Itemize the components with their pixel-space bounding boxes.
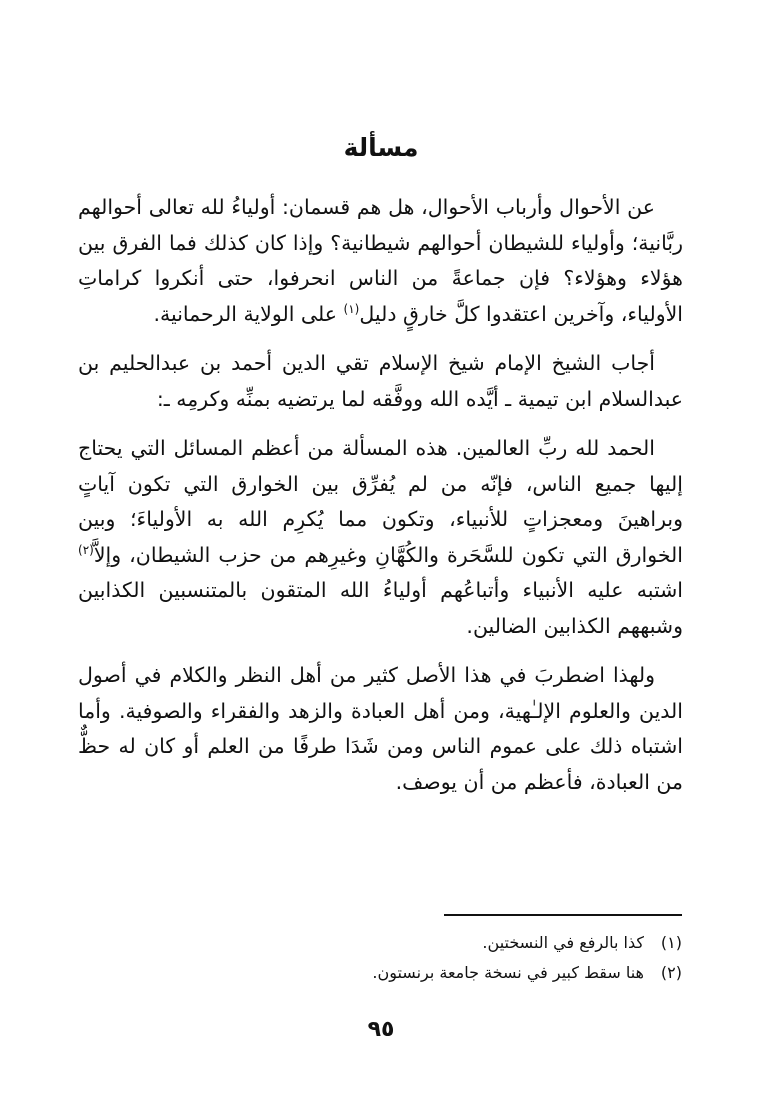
footnote-number: (١) [660,933,682,952]
paragraph-text: عن الأحوال وأرباب الأحوال، هل هم قسمان: أولياءُ لله تعالى أحوالهم ربَّانية؛ وأولياء للشيطان أحوالهم شيطانية؟ وإذا كان كذلك فما الفرق بين هؤلاء وهؤلاء؟ فإن جماعةً من الناس انحرفوا، حتى أنكروا كراماتِ الأولياء، وآخرين اعتقدوا كلَّ خارقٍ دليل [78,195,683,326]
paragraph-text: ولهذا اضطربَ في هذا الأصل كثير من أهل النظر والكلام في أصول الدين والعلوم الإلـٰهية، ومن أهل العبادة والزهد والفقراء والصوفية. وأما اشتباه ذلك على عموم الناس ومن شَدَا طرفًا من العلم أو كان له حظٌّ من العبادة، فأعظم من أن يوصف. [78,663,683,794]
footnote-item [82,928,682,958]
footnote-ref-1[interactable]: (١) [343,301,360,316]
paragraph-text: أجاب الشيخ الإمام شيخ الإسلام تقي الدين أحمد بن عبدالحليم بن عبدالسلام ابن تيمية ـ أيَّده الله ووفَّقه لما يرتضيه بمنِّه وكرمِه ـ: [78,351,683,411]
paragraph-text-end: اشتبه عليه الأنبياء وأتباعُهم أولياءُ الله المتقون بالمتنسبين الكذابين وشبههم الكذابين الضالين. [78,578,683,638]
footnote-text: هنا سقط كبير في نسخة جامعة برنستون. [372,963,644,982]
paragraph-answer [78,431,683,644]
paragraph-conclusion [78,658,683,800]
footnote-divider [444,914,682,916]
footnote-number: (٢) [660,963,682,982]
paragraph-answer-intro [78,346,683,417]
page-title: مسألة [343,133,419,162]
paragraph-text-end: على الولاية الرحمانية. [153,301,344,326]
footnotes [82,928,682,988]
paragraph-text: الحمد لله ربِّ العالمين. هذه المسألة من أعظم المسائل التي يحتاج إليها جميع الناس، فإنّه من لم يُفرِّق بين الخوارق التي تكون آياتٍ وبراهينَ ومعجزاتٍ للأنبياء، وتكون مما يُكرِم الله به الأولياءَ؛ وبين الخوارق التي تكون للسَّحَرة والكُهَّانِ وغيرِهم من حزب الشيطان، وإلاَّ [78,436,683,567]
footnote-item [82,958,682,988]
main-text [78,190,683,814]
page-number: ٩٥ [367,1017,395,1042]
footnote-ref-2[interactable]: (٢) [78,542,94,557]
paragraph-question [78,190,683,332]
footnote-text: كذا بالرفع في النسختين. [482,933,644,952]
